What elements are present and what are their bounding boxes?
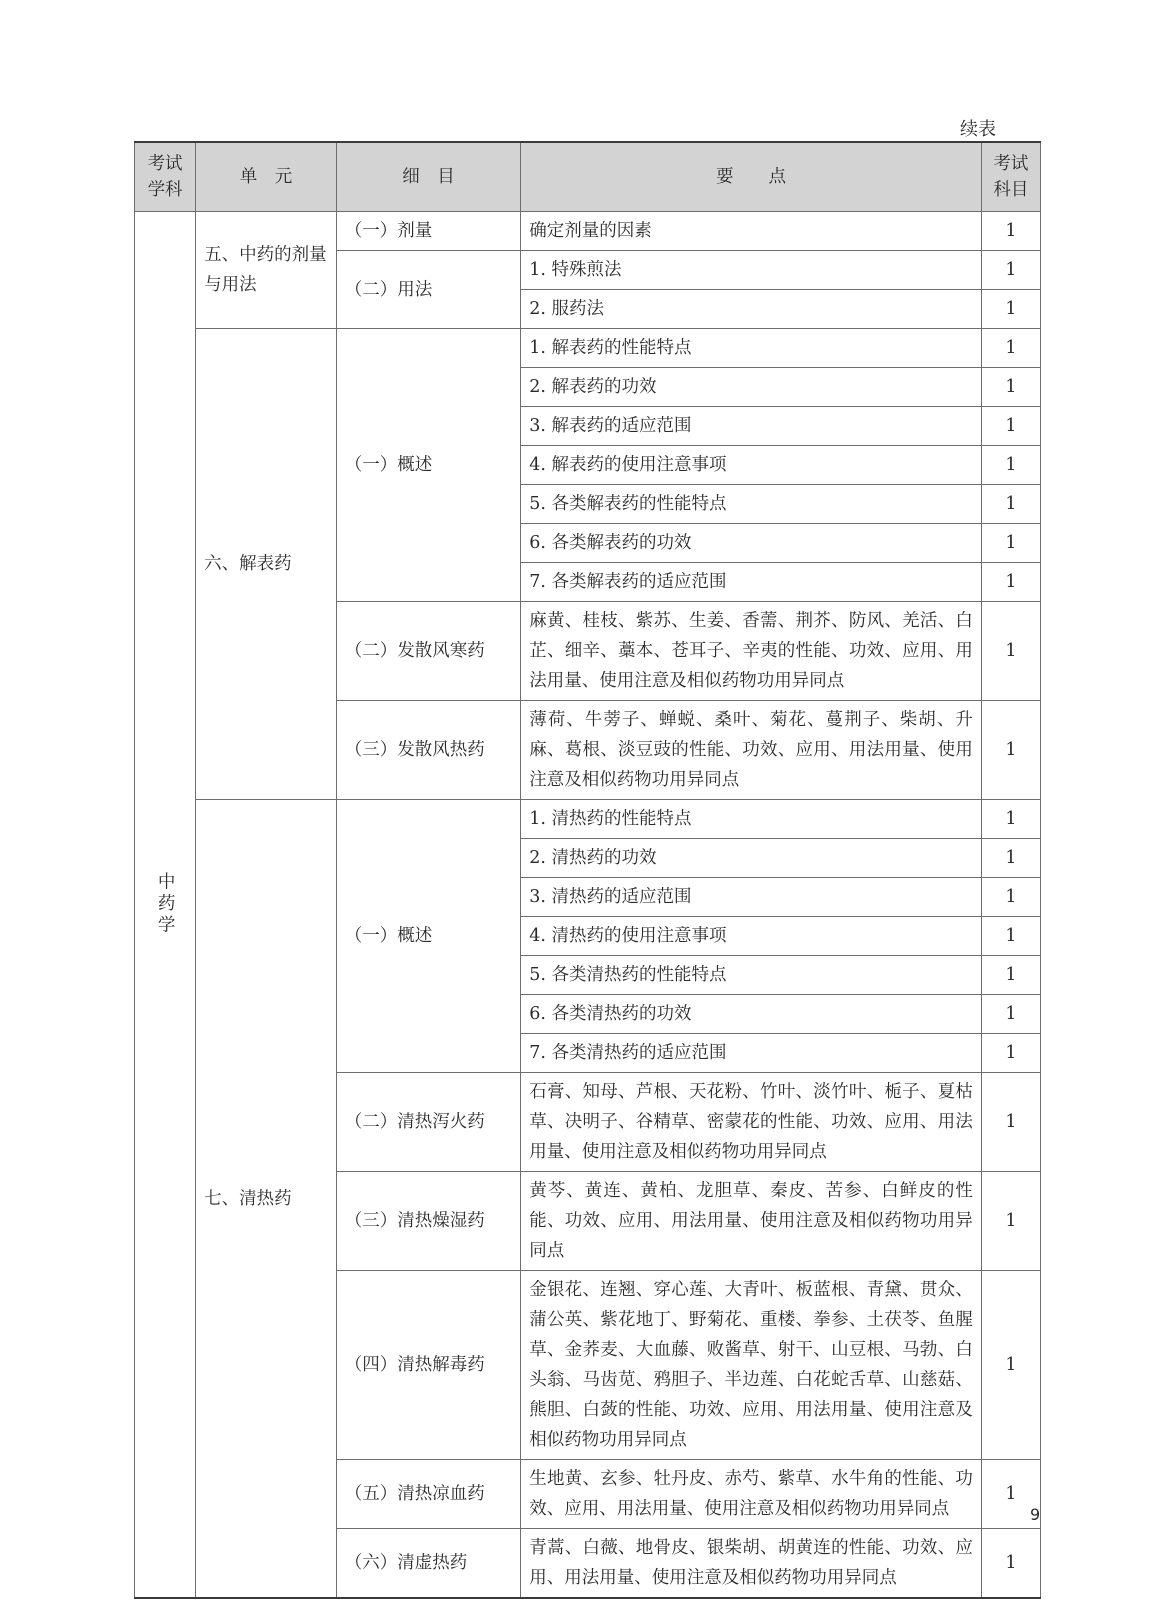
point-cell: 麻黄、桂枝、紫苏、生姜、香薷、荆芥、防风、羌活、白芷、细辛、藁本、苍耳子、辛夷的性能、功效、应用、用法用量、使用注意及相似药物功用异同点 [521,602,982,701]
item-cell: （二）用法 [336,251,520,329]
header-point: 要 点 [521,142,982,212]
point-cell: 1. 解表药的性能特点 [521,329,982,368]
point-cell: 确定剂量的因素 [521,212,982,251]
point-cell: 青蒿、白薇、地骨皮、银柴胡、胡黄连的性能、功效、应用、用法用量、使用注意及相似药物功用异同点 [521,1529,982,1599]
point-cell: 5. 各类解表药的性能特点 [521,485,982,524]
level-cell: 1 [981,563,1040,602]
level-cell: 1 [981,368,1040,407]
table-header [135,142,1041,212]
level-cell: 1 [981,839,1040,878]
header-level-line2: 科目 [993,180,1029,200]
unit-cell: 七、清热药 [196,800,337,1599]
level-cell: 1 [981,524,1040,563]
point-cell: 1. 特殊煎法 [521,251,982,290]
level-cell: 1 [981,878,1040,917]
table-body [135,212,1041,1599]
point-cell: 6. 各类清热药的功效 [521,995,982,1034]
level-cell: 1 [981,329,1040,368]
continued-label: 续表 [960,119,996,140]
point-cell: 4. 解表药的使用注意事项 [521,446,982,485]
level-cell: 1 [981,1271,1040,1460]
point-cell: 2. 清热药的功效 [521,839,982,878]
point-cell: 5. 各类清热药的性能特点 [521,956,982,995]
unit-cell: 六、解表药 [196,329,337,800]
item-cell: （一）剂量 [336,212,520,251]
table-row [135,800,1041,839]
point-cell: 4. 清热药的使用注意事项 [521,917,982,956]
header-level [981,142,1040,212]
item-cell: （三）发散风热药 [336,701,520,800]
level-cell: 1 [981,602,1040,701]
level-cell: 1 [981,995,1040,1034]
level-cell: 1 [981,1529,1040,1599]
item-cell: （二）发散风寒药 [336,602,520,701]
header-subject [135,142,196,212]
level-cell: 1 [981,485,1040,524]
point-cell: 7. 各类清热药的适应范围 [521,1034,982,1073]
item-cell: （一）概述 [336,329,520,602]
level-cell: 1 [981,290,1040,329]
subject-cell: 中药学 [135,212,196,1599]
level-cell: 1 [981,407,1040,446]
point-cell: 6. 各类解表药的功效 [521,524,982,563]
level-cell: 1 [981,701,1040,800]
table-row [135,329,1041,368]
level-cell: 1 [981,1172,1040,1271]
exam-outline-table [134,141,1041,1599]
level-cell: 1 [981,1460,1040,1529]
point-cell: 7. 各类解表药的适应范围 [521,563,982,602]
point-cell: 1. 清热药的性能特点 [521,800,982,839]
level-cell: 1 [981,917,1040,956]
page-number: 9 [1030,1505,1041,1524]
point-cell: 2. 服药法 [521,290,982,329]
level-cell: 1 [981,251,1040,290]
point-cell: 石膏、知母、芦根、天花粉、竹叶、淡竹叶、栀子、夏枯草、决明子、谷精草、密蒙花的性能、功效、应用、用法用量、使用注意及相似药物功用异同点 [521,1073,982,1172]
point-cell: 3. 解表药的适应范围 [521,407,982,446]
point-cell: 金银花、连翘、穿心莲、大青叶、板蓝根、青黛、贯众、蒲公英、紫花地丁、野菊花、重楼、拳参、土茯苓、鱼腥草、金荞麦、大血藤、败酱草、射干、山豆根、马勃、白头翁、马齿苋、鸦胆子、半边莲、白花蛇舌草、山慈菇、熊胆、白蔹的性能、功效、应用、用法用量、使用注意及相似药物功用异同点 [521,1271,982,1460]
point-cell: 3. 清热药的适应范围 [521,878,982,917]
header-item: 细 目 [336,142,520,212]
point-cell: 生地黄、玄参、牡丹皮、赤芍、紫草、水牛角的性能、功效、应用、用法用量、使用注意及相似药物功用异同点 [521,1460,982,1529]
level-cell: 1 [981,1034,1040,1073]
level-cell: 1 [981,800,1040,839]
item-cell: （四）清热解毒药 [336,1271,520,1460]
item-cell: （六）清虚热药 [336,1529,520,1599]
item-cell: （五）清热凉血药 [336,1460,520,1529]
header-subject-line2: 学科 [147,180,183,200]
point-cell: 薄荷、牛蒡子、蝉蜕、桑叶、菊花、蔓荆子、柴胡、升麻、葛根、淡豆豉的性能、功效、应用、用法用量、使用注意及相似药物功用异同点 [521,701,982,800]
level-cell: 1 [981,1073,1040,1172]
header-level-line1: 考试 [993,154,1029,174]
unit-cell: 五、中药的剂量与用法 [196,212,337,329]
level-cell: 1 [981,956,1040,995]
level-cell: 1 [981,446,1040,485]
table-row [135,212,1041,251]
item-cell: （三）清热燥湿药 [336,1172,520,1271]
item-cell: （一）概述 [336,800,520,1073]
header-unit: 单 元 [196,142,337,212]
item-cell: （二）清热泻火药 [336,1073,520,1172]
point-cell: 黄芩、黄连、黄柏、龙胆草、秦皮、苦参、白鲜皮的性能、功效、应用、用法用量、使用注意及相似药物功用异同点 [521,1172,982,1271]
header-subject-line1: 考试 [147,154,183,174]
point-cell: 2. 解表药的功效 [521,368,982,407]
level-cell: 1 [981,212,1040,251]
